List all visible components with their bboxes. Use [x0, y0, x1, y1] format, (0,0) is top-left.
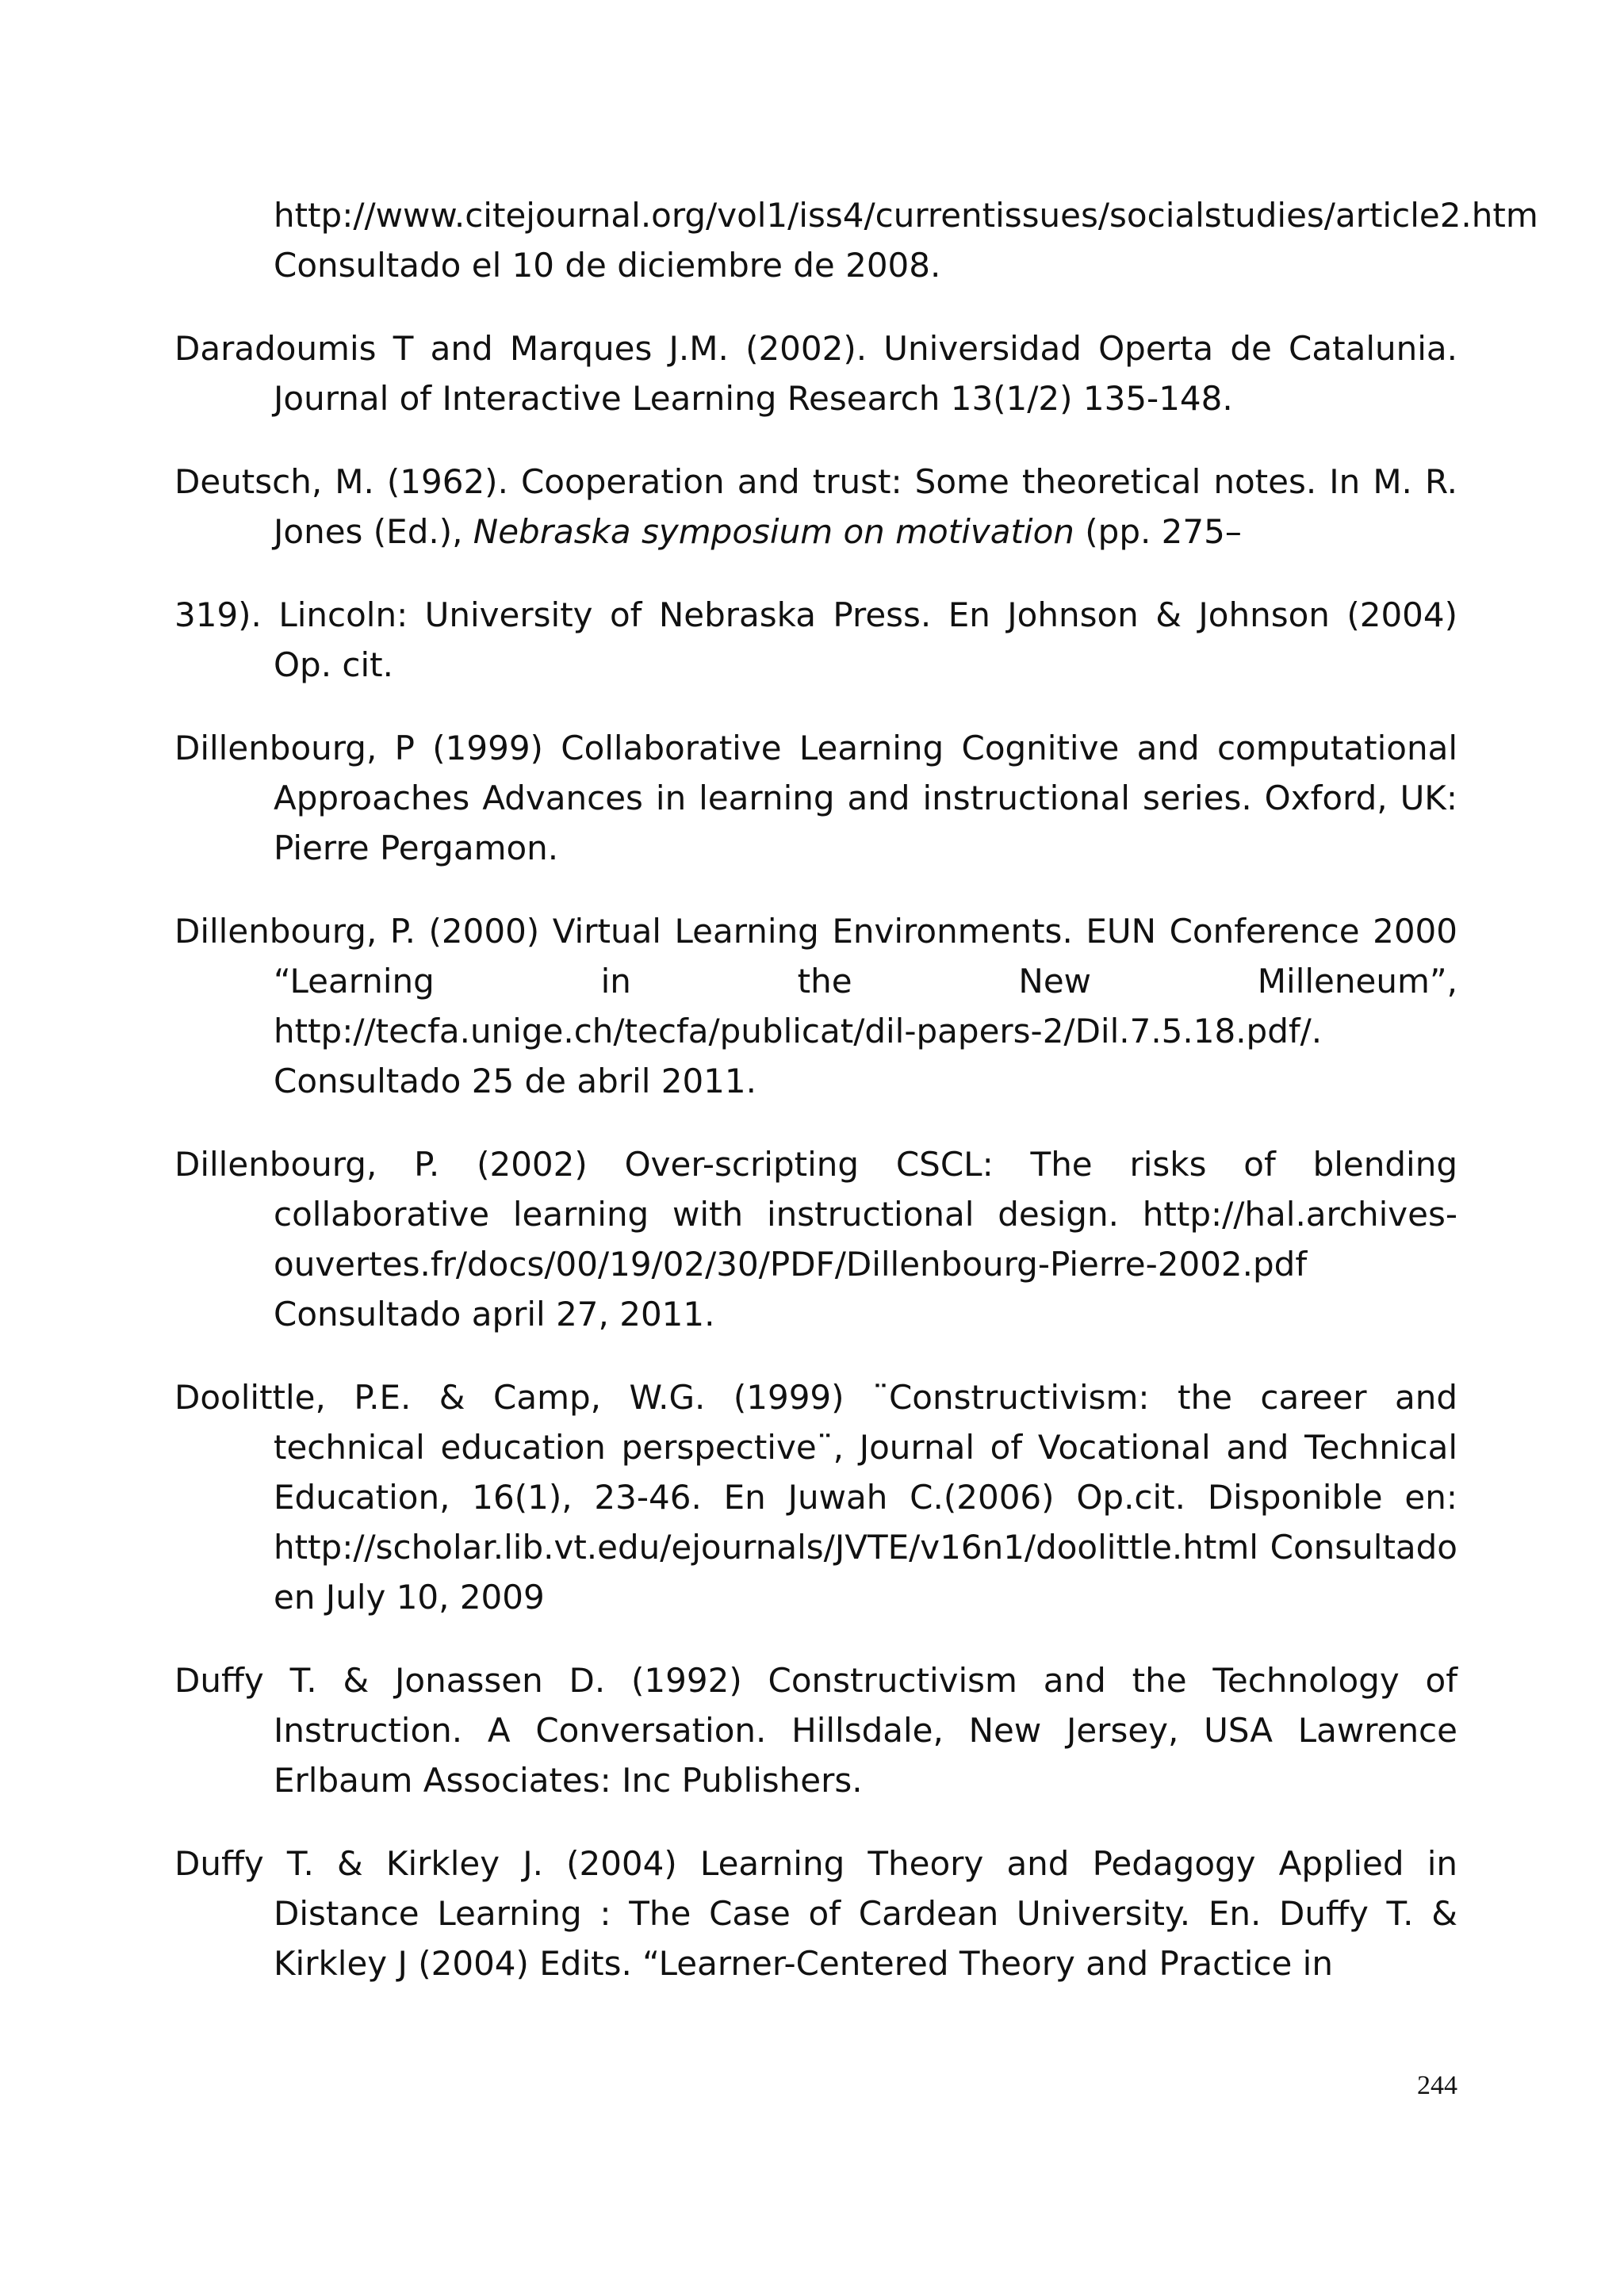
reference-entry	[174, 1139, 1457, 1339]
page-number: 244	[1417, 2071, 1457, 2100]
reference-text: Dillenbourg, P. (2002) Over-scripting CSCL: The risks of blending collaborative learning with instructional design. http://hal.archives-ouvertes.fr/docs/00/19/02/30/PDF/Dillenbourg-Pierre-2002.pdf Consultado april 27, 2011.	[174, 1145, 1457, 1334]
reference-text: (pp. 275–	[1074, 512, 1242, 551]
reference-entry	[174, 323, 1457, 423]
reference-entry	[174, 190, 1538, 290]
reference-text: Deutsch, M. (1962). Cooperation and trust: Some theoretical notes. In M. R. Jones (Ed.),	[174, 462, 1457, 551]
reference-text: Daradoumis T and Marques J.M. (2002). Universidad Operta de Catalunia. Journal of Interactive Learning Research 13(1/2) 135-148.	[174, 329, 1457, 418]
reference-list	[174, 190, 1538, 2022]
reference-text: Dillenbourg, P (1999) Collaborative Learning Cognitive and computational Approaches Advances in learning and instructional series. Oxford, UK: Pierre Pergamon.	[174, 729, 1457, 867]
reference-text: http://www.citejournal.org/vol1/iss4/currentissues/socialstudies/article2.htm Consultado el 10 de diciembre de 2008.	[274, 196, 1538, 285]
reference-entry	[174, 1655, 1457, 1805]
reference-text: Duffy T. & Jonassen D. (1992) Constructivism and the Technology of Instruction. A Conversation. Hillsdale, New Jersey, USA Lawrence Erlbaum Associates: Inc Publishers.	[174, 1661, 1457, 1800]
reference-entry	[174, 1372, 1457, 1622]
reference-text: Duffy T. & Kirkley J. (2004) Learning Theory and Pedagogy Applied in Distance Learning : The Case of Cardean University. En. Duffy T. & Kirkley J (2004) Edits. “Learner-Centered Theory and Practice in	[174, 1844, 1457, 1983]
reference-title-italic: Nebraska symposium on motivation	[473, 512, 1074, 551]
reference-entry	[174, 906, 1457, 1106]
reference-text: Doolittle, P.E. & Camp, W.G. (1999) ¨Constructivism: the career and technical education perspective¨, Journal of Vocational and Technical Education, 16(1), 23-46. En Juwah C.(2006) Op.cit. Disponible en: http://scholar.lib.vt.edu/ejournals/JVTE/v16n1/doolittle.html Consultado en July 10, 2009	[174, 1378, 1457, 1617]
reference-entry	[174, 723, 1457, 873]
reference-text: 319). Lincoln: University of Nebraska Press. En Johnson & Johnson (2004) Op. cit.	[174, 595, 1457, 684]
reference-entry	[174, 1839, 1457, 1988]
reference-entry	[174, 590, 1457, 690]
reference-entry	[174, 457, 1457, 557]
reference-text: Dillenbourg, P. (2000) Virtual Learning Environments. EUN Conference 2000 “Learning in the New Milleneum”, http://tecfa.unige.ch/tecfa/publicat/dil-papers-2/Dil.7.5.18.pdf/. Consultado 25 de abril 2011.	[174, 912, 1457, 1100]
